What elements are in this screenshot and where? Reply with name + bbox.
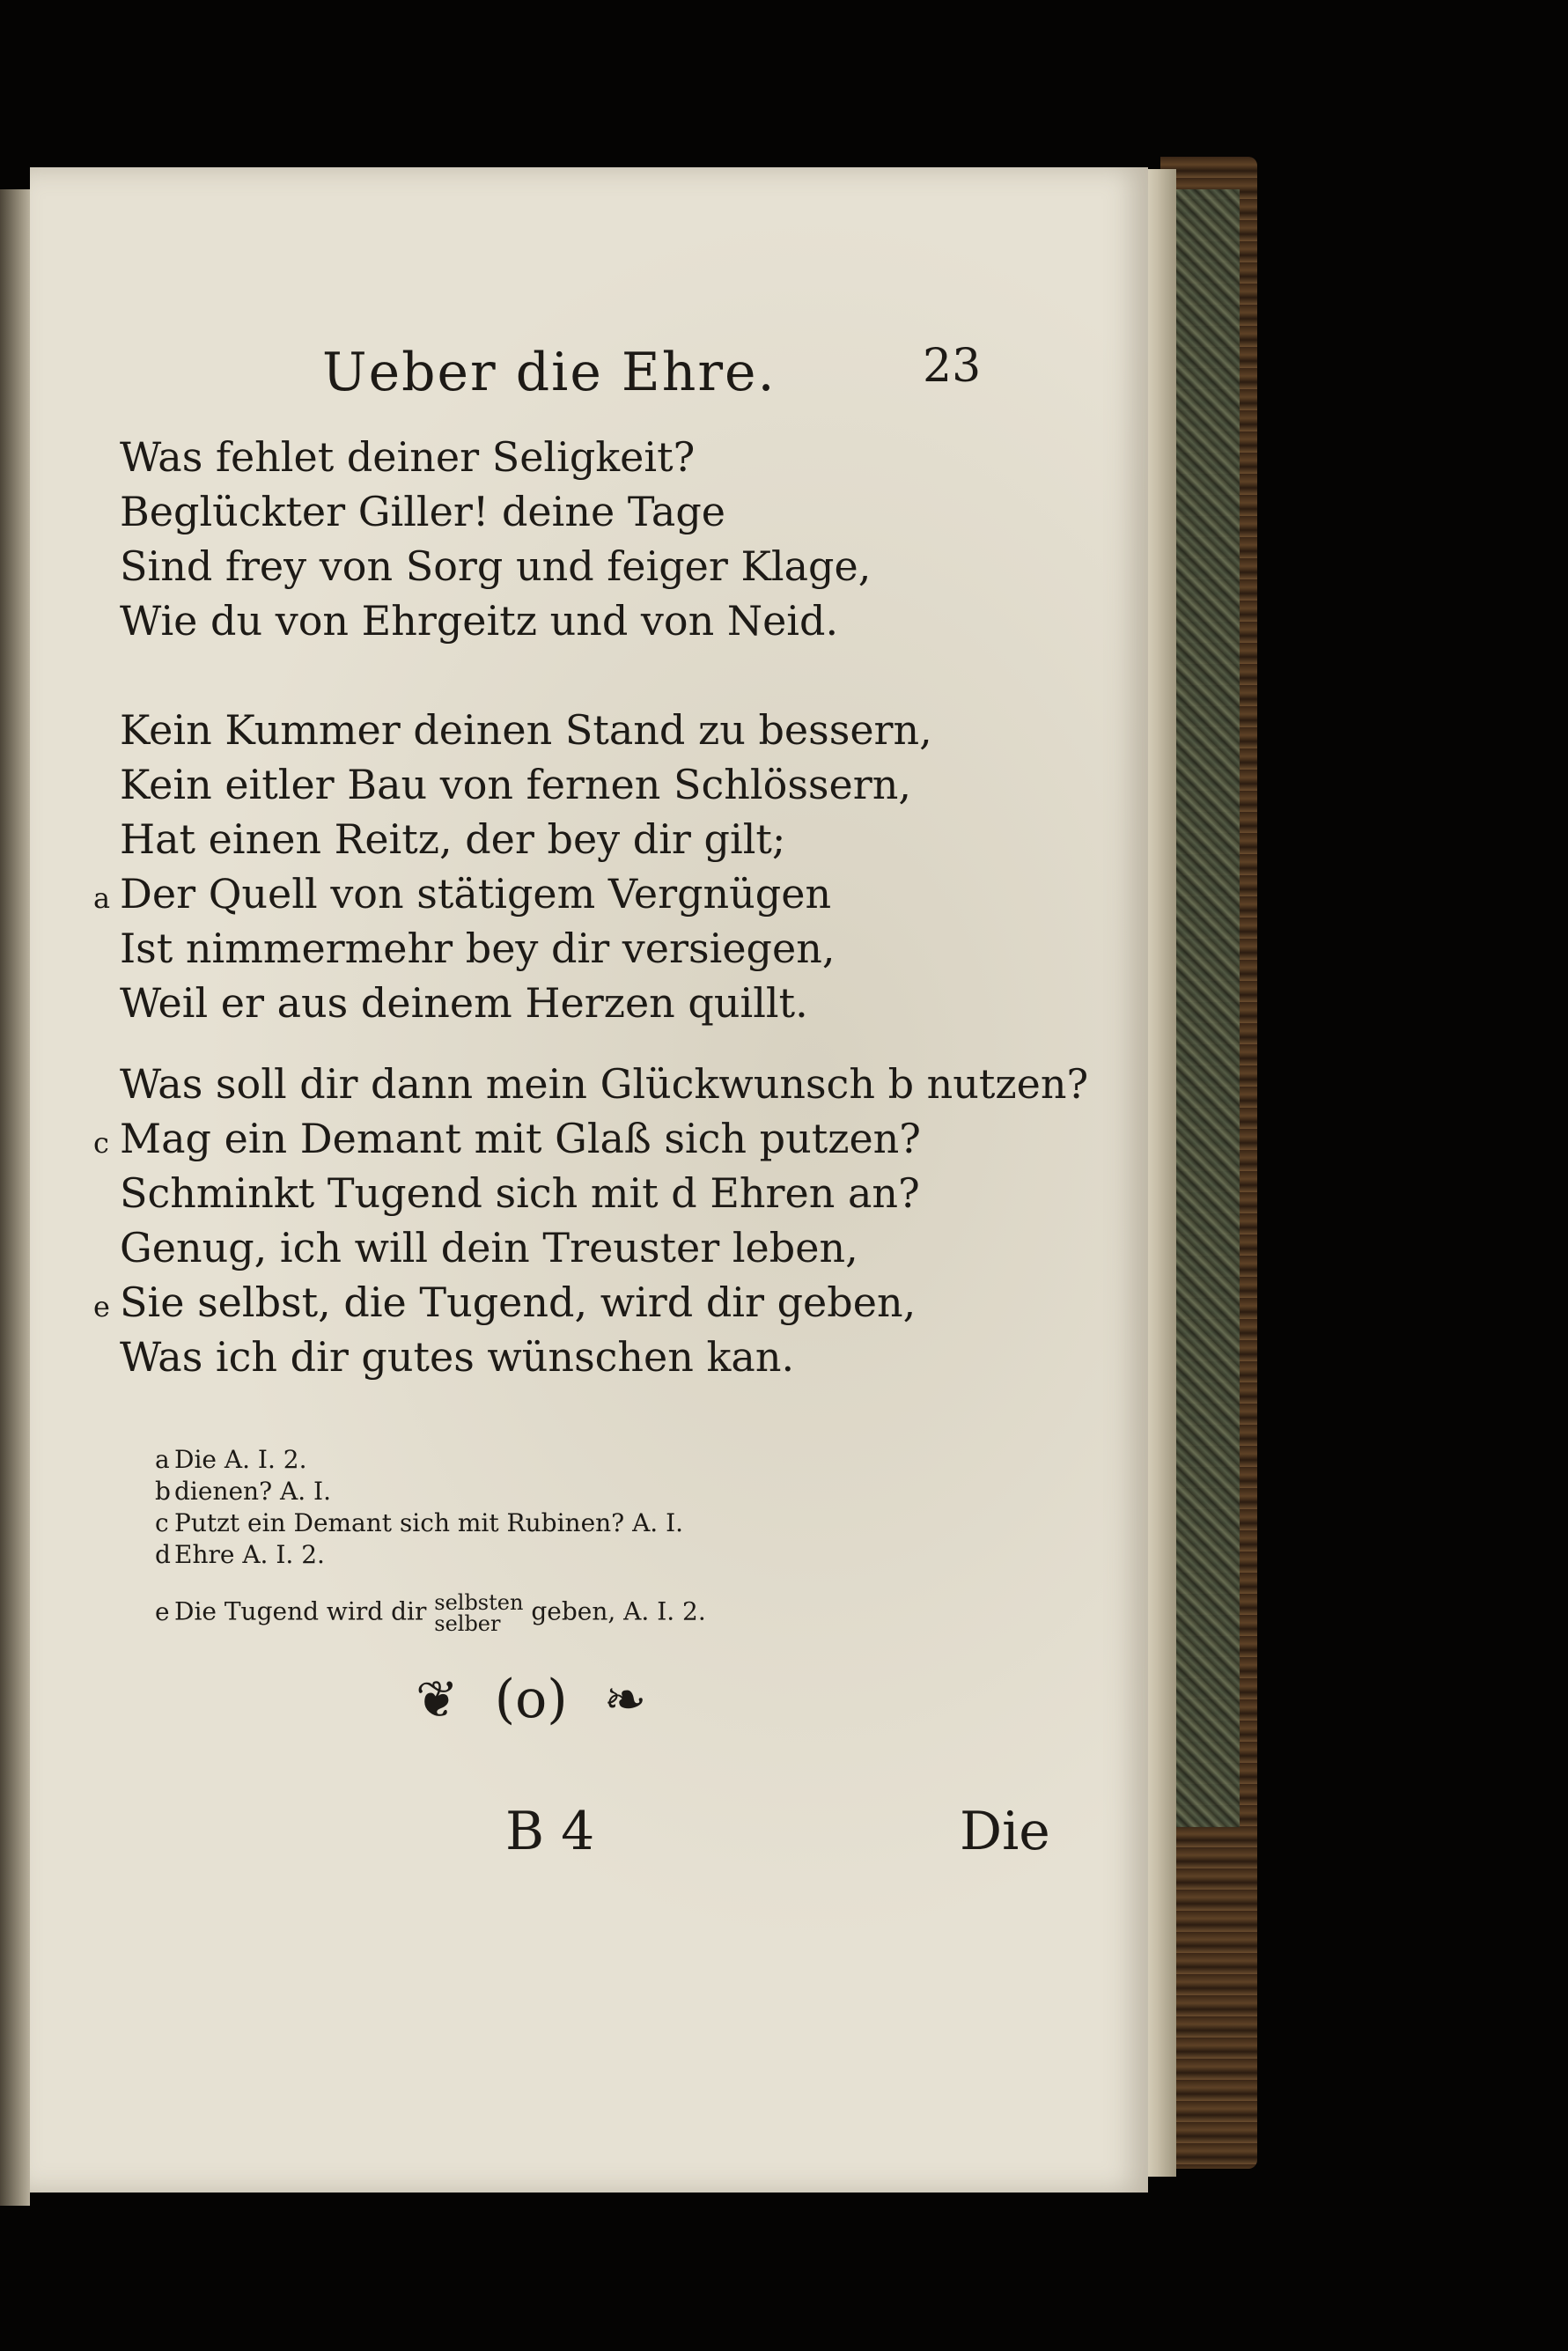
verse-line: Ist nimmermehr bey dir versiegen, bbox=[120, 925, 836, 972]
footnote: a Die A. I. 2. bbox=[155, 1445, 307, 1474]
footnote: e Die Tugend wird dir selbsten selber geben, A. I. 2. bbox=[155, 1590, 706, 1636]
verse-line: Was fehlet deiner Seligkeit? bbox=[120, 433, 696, 481]
verse-line: Was soll dir dann mein Glückwunsch b nutzen? bbox=[120, 1060, 1089, 1108]
verse-line: Kein Kummer deinen Stand zu bessern, bbox=[120, 706, 932, 754]
verse-line: Kein eitler Bau von fernen Schlössern, bbox=[120, 761, 911, 808]
footnote: b dienen? A. I. bbox=[155, 1477, 331, 1506]
verse-line: c Mag ein Demant mit Glaß sich putzen? bbox=[93, 1111, 1088, 1166]
footnote-marker: a bbox=[93, 881, 111, 915]
floral-ornament-icon: ❦ bbox=[416, 1669, 459, 1729]
verse-line: Schminkt Tugend sich mit d Ehren an? bbox=[120, 1169, 920, 1217]
stanza-1 bbox=[93, 430, 871, 648]
verse-line: Sind frey von Sorg und feiger Klage, bbox=[120, 542, 872, 590]
footnote-marker: c bbox=[93, 1126, 109, 1160]
verse-line: Weil er aus deinem Herzen quillt. bbox=[120, 979, 808, 1027]
variant-reading: selbsten selber bbox=[434, 1590, 524, 1636]
left-page-edge bbox=[0, 189, 30, 2206]
footnote: d Ehre A. I. 2. bbox=[155, 1540, 325, 1569]
verse-line: Wie du von Ehrgeitz und von Neid. bbox=[120, 597, 839, 645]
footnotes bbox=[155, 1444, 706, 1636]
verse-line: a Der Quell von stätigem Vergnügen bbox=[93, 866, 932, 921]
verse-line: Hat einen Reitz, der bey dir gilt; bbox=[120, 815, 786, 863]
catchword: Die bbox=[960, 1801, 1050, 1862]
footnote: c Putzt ein Demant sich mit Rubinen? A. I. bbox=[155, 1508, 684, 1537]
marbled-cover-pattern bbox=[1176, 189, 1240, 1827]
section-ornament bbox=[416, 1669, 646, 1730]
ornament-text: (o) bbox=[494, 1669, 568, 1730]
page-number: 23 bbox=[923, 340, 982, 393]
stanza-3 bbox=[93, 1057, 1088, 1384]
signature-mark: B 4 bbox=[505, 1801, 595, 1862]
verse-line: Was ich dir gutes wünschen kan. bbox=[120, 1333, 795, 1381]
page-stack-edge bbox=[1145, 169, 1176, 2177]
verse-line: Genug, ich will dein Treuster leben, bbox=[120, 1224, 858, 1271]
stanza-2 bbox=[93, 703, 932, 1030]
verse-line: Beglückter Giller! deine Tage bbox=[120, 488, 726, 535]
floral-ornament-icon: ❧ bbox=[603, 1669, 647, 1729]
footnote-marker: e bbox=[93, 1290, 110, 1323]
running-header: Ueber die Ehre. bbox=[322, 342, 777, 403]
verse-line: e Sie selbst, die Tugend, wird dir geben, bbox=[93, 1275, 1088, 1330]
